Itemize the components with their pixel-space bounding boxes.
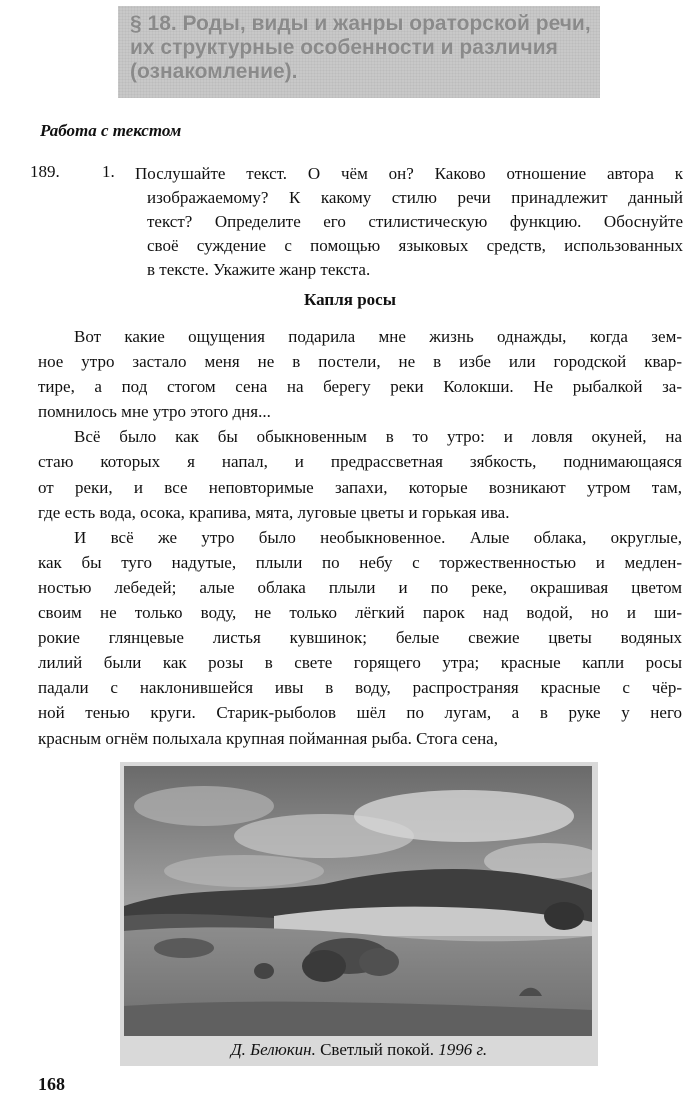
instruction-line: своё суждение с помощью языковых средств, использованных	[147, 236, 683, 255]
exercise-instructions	[135, 162, 683, 282]
body-line: ное утро застало меня не в постели, не в избе или городской квар-	[38, 352, 682, 372]
body-line: Вот какие ощущения подарила мне жизнь однажды, когда зем-	[74, 327, 682, 346]
section-label: Работа с текстом	[40, 121, 182, 140]
body-line: ностью лебедей; алые облака плыли и по реке, окрашивая цветом	[38, 577, 682, 597]
body-line: лилий были как розы в свете горящего утра; красные капли росы	[38, 653, 682, 673]
body-line: тире, а под стогом сена на берегу реки Колокши. Не рыбалкой за-	[38, 377, 682, 397]
body-line: своим не только воду, не только лёгкий парок над водой, но и ши-	[38, 603, 682, 623]
caption-year: 1996 г.	[438, 1040, 488, 1059]
instruction-line: текст? Определите его стилистическую функцию. Обоснуйте	[147, 212, 683, 231]
landscape-painting	[124, 766, 592, 1036]
painting-caption	[120, 1040, 598, 1060]
body-line: рокие глянцевые листья кувшинок; белые свежие цветы водяных	[38, 628, 682, 648]
section-title-line-3: (ознакомление).	[130, 60, 298, 83]
body-line: красным огнём полыхала крупная пойманная рыба. Стога сена,	[38, 728, 498, 748]
section-title	[130, 12, 598, 84]
painting-figure	[120, 762, 598, 1066]
text-title: Капля росы	[304, 290, 396, 309]
body-line: падали с наклонившейся ивы в воду, распространяя красные с чёр-	[38, 678, 682, 698]
exercise-number: 189.	[30, 162, 60, 181]
body-line: ной тенью круги. Старик-рыболов шёл по лугам, а в руке у него	[38, 703, 682, 723]
instruction-line: изображаемому? К какому стилю речи принадлежит данный	[147, 188, 683, 207]
page-number: 168	[38, 1074, 65, 1094]
body-line: где есть вода, осока, крапива, мята, луговые цветы и горькая ива.	[38, 502, 510, 522]
body-text	[38, 324, 682, 751]
instruction-line: в тексте. Укажите жанр текста.	[147, 260, 371, 279]
exercise-subtask-number: 1.	[102, 162, 115, 181]
body-line: от реки, и все неповторимые запахи, которые возникают утром там,	[38, 477, 682, 497]
section-title-line-1: § 18. Роды, виды и жанры ораторской речи,	[130, 12, 591, 35]
body-line: И всё же утро было необыкновенное. Алые облака, округлые,	[74, 527, 682, 547]
caption-author: Д. Белюкин.	[230, 1040, 316, 1059]
body-line: помнилось мне утро этого дня...	[38, 402, 271, 422]
section-title-line-2: их структурные особенности и различия	[130, 36, 558, 59]
caption-title: Светлый покой.	[320, 1040, 434, 1059]
landscape-image	[124, 766, 592, 1036]
instruction-line: Послушайте текст. О чём он? Каково отношение автора к	[135, 164, 683, 183]
body-line: стаю которых я напал, и предрассветная зябкость, поднимающаяся	[38, 452, 682, 472]
body-line: как бы туго надутые, плыли по небу с торжественностью и медлен-	[38, 552, 682, 572]
body-line: Всё было как бы обыкновенным в то утро: и ловля окуней, на	[74, 427, 682, 447]
